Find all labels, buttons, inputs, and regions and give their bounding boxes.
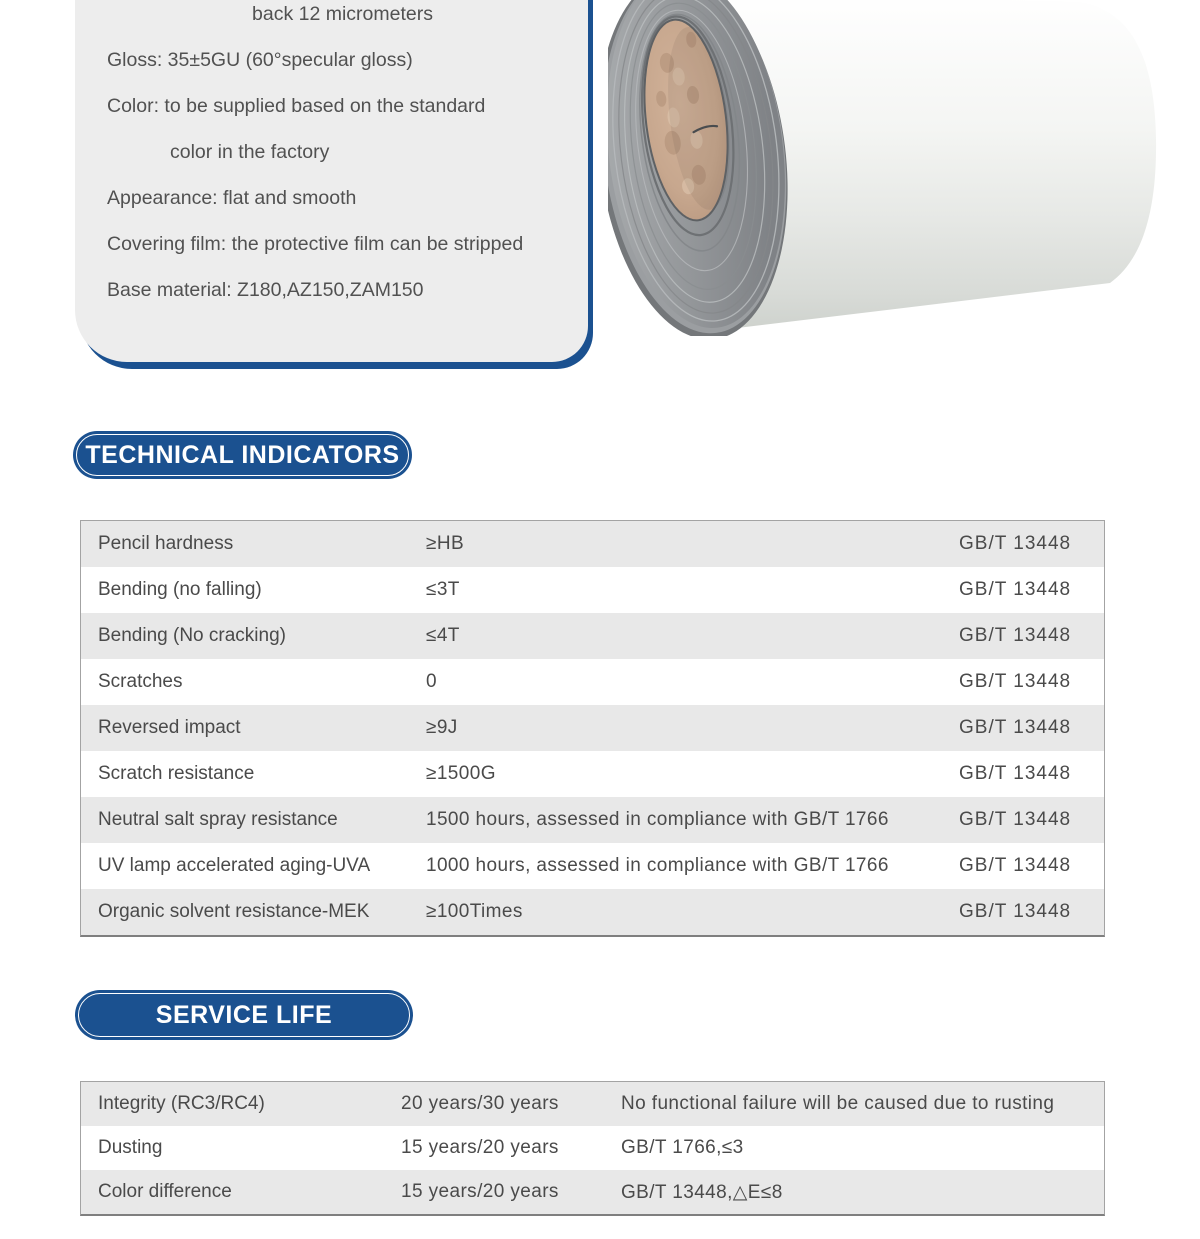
table-row bbox=[81, 889, 1104, 935]
cell-value: ≤4T bbox=[426, 625, 460, 646]
cell-value: 20 years/30 years bbox=[401, 1093, 559, 1114]
cell-standard: GB/T 13448 bbox=[959, 625, 1072, 646]
cell-value: ≥9J bbox=[426, 717, 458, 738]
cell-standard: GB/T 13448 bbox=[959, 763, 1072, 784]
table-row bbox=[81, 843, 1104, 889]
cell-standard: GB/T 13448 bbox=[959, 671, 1072, 692]
cell-property: UV lamp accelerated aging-UVA bbox=[98, 855, 371, 876]
cell-value: ≥1500G bbox=[426, 763, 496, 784]
cell-value: 1500 hours, assessed in compliance with GB/T 1766 bbox=[426, 809, 889, 830]
cell-standard: GB/T 13448 bbox=[959, 717, 1072, 738]
cell-standard: GB/T 13448 bbox=[959, 809, 1072, 830]
cell-property: Dusting bbox=[98, 1137, 163, 1158]
cell-property: Reversed impact bbox=[98, 717, 241, 738]
table-row bbox=[81, 567, 1104, 613]
cell-standard: GB/T 13448 bbox=[959, 579, 1072, 600]
cell-standard: GB/T 13448,△E≤8 bbox=[621, 1181, 783, 1203]
section-title-technical-indicators: TECHNICAL INDICATORS bbox=[85, 440, 400, 469]
cell-standard: GB/T 13448 bbox=[959, 533, 1072, 554]
table-row bbox=[81, 659, 1104, 705]
cell-standard: GB/T 1766,≤3 bbox=[621, 1137, 744, 1158]
spec-line-coating-back: back 12 micrometers bbox=[252, 3, 433, 25]
cell-standard: GB/T 13448 bbox=[959, 855, 1072, 876]
cell-value: ≥100Times bbox=[426, 901, 523, 922]
spec-line-covering-film: Covering film: the protective film can be stripped bbox=[107, 233, 524, 255]
spec-line-gloss: Gloss: 35±5GU (60°specular gloss) bbox=[107, 49, 413, 71]
cell-standard: No functional failure will be caused due to rusting bbox=[621, 1093, 1055, 1114]
table-row bbox=[81, 521, 1104, 567]
table-row bbox=[81, 1082, 1104, 1126]
cell-property: Scratches bbox=[98, 671, 183, 692]
product-spec-card bbox=[75, 0, 588, 362]
cell-property: Integrity (RC3/RC4) bbox=[98, 1093, 265, 1114]
cell-value: 1000 hours, assessed in compliance with GB/T 1766 bbox=[426, 855, 889, 876]
spec-line-color: Color: to be supplied based on the standard bbox=[107, 95, 486, 117]
spec-line-base-material: Base material: Z180,AZ150,ZAM150 bbox=[107, 279, 424, 301]
table-row bbox=[81, 751, 1104, 797]
section-header-service-life bbox=[75, 990, 413, 1040]
cell-property: Scratch resistance bbox=[98, 763, 255, 784]
table-row bbox=[81, 705, 1104, 751]
table-row bbox=[81, 797, 1104, 843]
cell-property: Color difference bbox=[98, 1181, 232, 1202]
table-row bbox=[81, 613, 1104, 659]
cell-property: Pencil hardness bbox=[98, 533, 234, 554]
cell-property: Bending (no falling) bbox=[98, 579, 262, 600]
cell-value: 15 years/20 years bbox=[401, 1181, 559, 1202]
cell-value: 0 bbox=[426, 671, 437, 692]
cell-value: ≤3T bbox=[426, 579, 460, 600]
cell-property: Organic solvent resistance-MEK bbox=[98, 901, 370, 922]
spec-line-color-cont: color in the factory bbox=[170, 141, 330, 163]
cell-property: Neutral salt spray resistance bbox=[98, 809, 338, 830]
cell-property: Bending (No cracking) bbox=[98, 625, 286, 646]
cell-value: ≥HB bbox=[426, 533, 465, 554]
table-row bbox=[81, 1170, 1104, 1214]
cell-value: 15 years/20 years bbox=[401, 1137, 559, 1158]
table-row bbox=[81, 1126, 1104, 1170]
section-title-service-life: SERVICE LIFE bbox=[155, 1000, 333, 1029]
section-header-technical-indicators bbox=[73, 431, 412, 479]
technical-indicators-table bbox=[80, 520, 1105, 937]
service-life-table bbox=[80, 1081, 1105, 1216]
steel-coil-image bbox=[608, 0, 1160, 336]
cell-standard: GB/T 13448 bbox=[959, 901, 1072, 922]
spec-line-appearance: Appearance: flat and smooth bbox=[107, 187, 357, 209]
